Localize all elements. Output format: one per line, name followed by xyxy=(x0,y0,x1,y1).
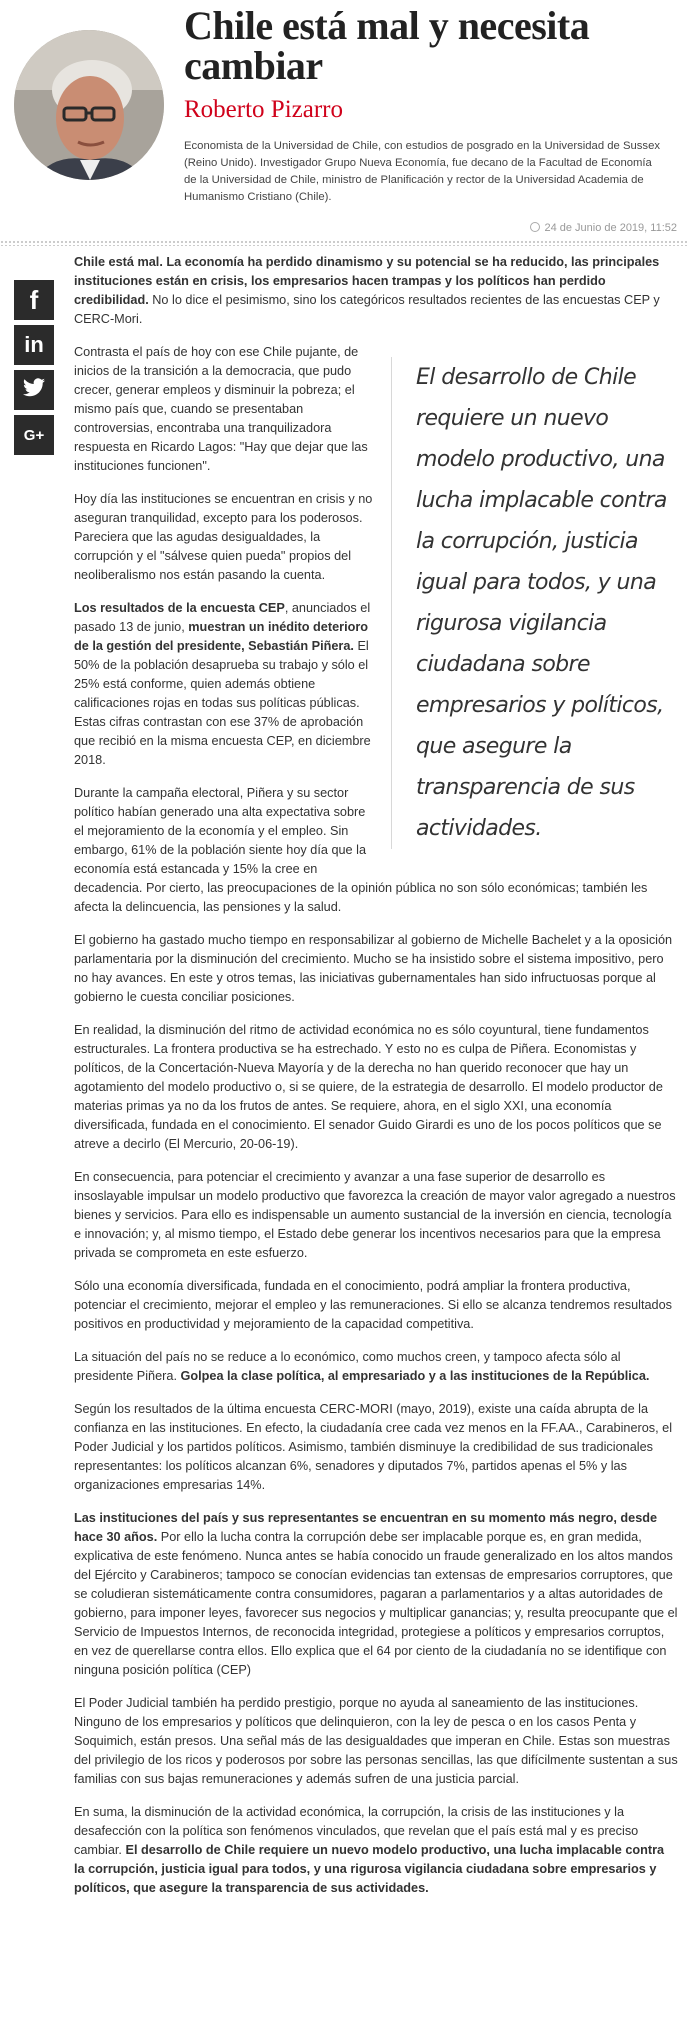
facebook-icon: f xyxy=(29,284,39,315)
paragraph-4: Los resultados de la encuesta CEP, anunciados el pasado 13 de junio, muestran un inédito deterioro de la gestión del presidente, Sebastián Piñera. El 50% de la población desaprueba su trabajo y sólo el 25% está conforme, quien además obtiene calificaciones rojas en todas sus políticas públicas. Estas cifras contrastan con ese 37% de aprobación que recibió en la misma encuesta CEP, en diciembre 2018. xyxy=(74,601,371,767)
twitter-icon xyxy=(22,378,46,403)
dotted-divider xyxy=(0,240,689,246)
googleplus-icon: G+ xyxy=(23,426,45,444)
article-body xyxy=(74,253,678,1912)
paragraph-5: Durante la campaña electoral, Piñera y su sector político habían generado una alta expectativa sobre el mejoramiento de la economía y el empleo. Sin embargo, 61% de la población siente hoy día que la economía está estancada y 15% la cree en decadencia. Por cierto, las preocupaciones de la opinión pública no son sólo económicas; también les afecta la delincuencia, las pensiones y la salud. xyxy=(74,786,648,914)
paragraph-6: El gobierno ha gastado mucho tiempo en responsabilizar al gobierno de Michelle Bachelet y a la oposición parlamentaria por la disminución del crecimiento. Mucho se ha insistido sobre el sistema impositivo, pero no hay avances. En este y otros temas, las iniciativas gubernamentales han sido infructuosas porque al gobierno le cuesta conciliar posiciones. xyxy=(74,933,673,1004)
paragraph-14: En suma, la disminución de la actividad económica, la corrupción, la crisis de las instituciones y la desafección con la política son fenómenos vinculados, que revelan que el país está mal y es preciso cambiar. El desarrollo de Chile requiere un nuevo modelo productivo, una lucha implacable contra la corrupción, justicia igual para todos, y una rigurosa vigilancia ciudadana sobre empresarios y políticos, que asegure la transparencia de sus actividades. xyxy=(74,1805,665,1895)
paragraph-12: Las instituciones del país y sus representantes se encuentran en su momento más negro, desde hace 30 años. Por ello la lucha contra la corrupción debe ser implacable porque es, en gran medida, explicativa de este fenómeno. Nunca antes se había conocido un fraude generalizado en los altos mandos del Ejército y Carabineros; tampoco se conocían evidencias tan extensas de empresarios corruptores, que se coludieran sistemáticamente contra consumidores, pagaran a parlamentarios y a altas autoridades de gobierno, para imponer leyes, favorecer sus negocios y multiplicar ganancias; y, resulta preocupante que el Servicio de Impuestos Internos, de reconocida integridad, protegiese a políticos y empresarios corruptos, en vez de querellarse contra ellos. Ello explica que el 64 por ciento de la ciudadanía no se identifique con ninguna posición política (CEP) xyxy=(74,1511,678,1677)
article-header xyxy=(0,0,689,242)
paragraph-3: Hoy día las instituciones se encuentran en crisis y no aseguran tranquilidad, excepto para los poderosos. Pareciera que las agudas desigualdades, la corrupción y el "sálvese quien pueda" propios del neoliberalismo nos están pasando la cuenta. xyxy=(74,492,373,582)
linkedin-icon: in xyxy=(24,332,44,357)
twitter-share-button[interactable] xyxy=(14,370,54,410)
publish-date-text: 24 de Junio de 2019, 11:52 xyxy=(544,222,677,234)
paragraph-10: La situación del país no se reduce a lo económico, como muchos creen, y tampoco afecta sólo al presidente Piñera. Golpea la clase política, al empresariado y a las instituciones de la República. xyxy=(74,1350,650,1383)
paragraph-9: Sólo una economía diversificada, fundada en el conocimiento, podrá ampliar la frontera productiva, potenciar el crecimiento, mejorar el empleo y las remuneraciones. Si ello se alcanza tendremos resultados positivos en productividad y mejoramiento de la capacidad competitiva. xyxy=(74,1279,673,1331)
author-avatar xyxy=(14,30,164,180)
clock-icon xyxy=(530,222,540,232)
linkedin-share-button[interactable] xyxy=(14,325,54,365)
paragraph-13: El Poder Judicial también ha perdido prestigio, porque no ayuda al saneamiento de las instituciones. Ninguno de los empresarios y políticos que delinquieron, con la ley de pesca o en los casos Penta y Soquimich, están presos. Una señal más de las desigualdades que imperan en Chile. Estas son muestras del privilegio de los ricos y poderosos por sobre las personas sencillas, las que difícilmente sustentan a sus familias con sus bajas remuneraciones y además sufren de una justicia parcial. xyxy=(74,1696,678,1786)
author-name[interactable]: Roberto Pizarro xyxy=(184,96,343,123)
paragraph-8: En consecuencia, para potenciar el crecimiento y avanzar a una fase superior de desarrollo es insoslayable impulsar un modelo productivo que favorezca la creación de mayor valor agregado a nuestros bienes y servicios. Para ello es indispensable un aumento sustancial de la inversión en ciencia, tecnología e innovación; y, al mismo tiempo, el Estado debe generar los incentivos necesarios para que la empresa privada se comprometa en este esfuerzo. xyxy=(74,1170,676,1260)
pull-quote: El desarrollo de Chile requiere un nuevo modelo productivo, una lucha implacable contra la corrupción, justicia igual para todos, y una rigurosa vigilancia ciudadana sobre empresarios y políticos, que asegure la transparencia de sus actividades. xyxy=(391,357,678,849)
paragraph-1: Chile está mal. La economía ha perdido dinamismo y su potencial se ha reducido, las principales instituciones están en crisis, los empresarios hacen trampas y los políticos han perdido credibilidad. No lo dice el pesimismo, sino los categóricos resultados recientes de las encuestas CEP y CERC-Mori. xyxy=(74,255,660,326)
page-title: Chile está mal y necesita cambiar xyxy=(184,3,590,88)
googleplus-share-button[interactable] xyxy=(14,415,54,455)
publish-date xyxy=(530,222,677,234)
paragraph-2: Contrasta el país de hoy con ese Chile pujante, de inicios de la transición a la democracia, que pudo crecer, generar empleos y disminuir la pobreza; el mismo país que, cuando se presentaban controversias, encontraba una tranquilizadora respuesta en Ricardo Lagos: "Hay que dejar que las instituciones funcionen". xyxy=(74,345,368,473)
facebook-share-button[interactable] xyxy=(14,280,54,320)
paragraph-11: Según los resultados de la última encuesta CERC-MORI (mayo, 2019), existe una caída abrupta de la confianza en las instituciones. En efecto, la ciudadanía cree cada vez menos en la FF.AA., Carabineros, el Poder Judicial y los partidos políticos. Asimismo, también disminuye la credibilidad de sus tradicionales representantes: los políticos alcanzan 6%, senadores y diputados 7%, partidos apenas el 5% y las organizaciones empresarias 14%. xyxy=(74,1402,673,1492)
author-bio: Economista de la Universidad de Chile, con estudios de posgrado en la Universidad de Sussex (Reino Unido). Investigador Grupo Nueva Economía, fue decano de la Facultad de Economía de la Universidad de Chile, ministro de Planificación y rector de la Universidad Academia de Humanismo Cristiano (Chile). xyxy=(184,140,661,203)
social-share-bar xyxy=(14,280,54,460)
paragraph-7: En realidad, la disminución del ritmo de actividad económica no es sólo coyuntural, tiene fundamentos estructurales. La frontera productiva se ha estrechado. Y esto no es culpa de Piñera. Economistas y políticos, de la Concertación-Nueva Mayoría y de la derecha no han querido reconocer que hay un agotamiento del modelo productivo o, si se quiere, de la estrategia de desarrollo. El modelo productor de materias primas ya no da los frutos de antes. Se requiere, ahora, en el siglo XXI, una economía diversificada, fundada en el conocimiento. El senador Guido Girardi es uno de los pocos políticos que se atreve a decirlo (El Mercurio, 20-06-19). xyxy=(74,1023,663,1151)
